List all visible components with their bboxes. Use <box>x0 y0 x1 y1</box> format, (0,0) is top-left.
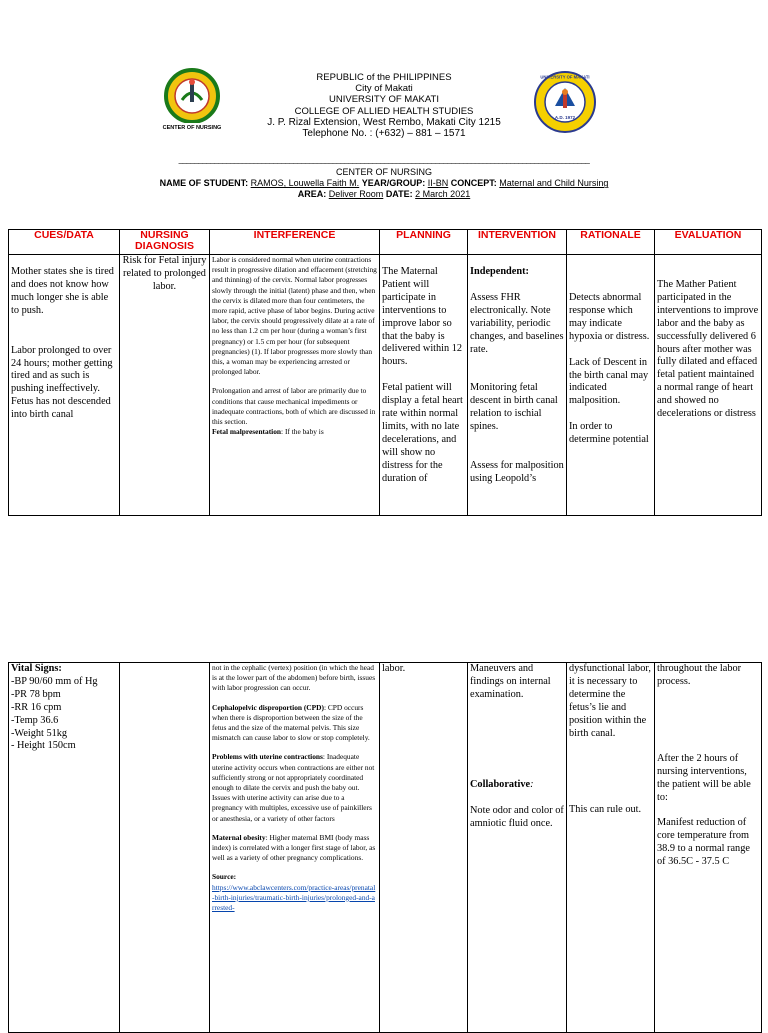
year-label: YEAR/GROUP: <box>361 178 426 189</box>
planning-text: The Maternal Patient will participate in interventions to improve labor so that the baby is delivered within 12 hours. <box>382 266 463 368</box>
cue-text: Labor prolonged to over 24 hours; mother getting tired and as such is pushing ineffectively. Fetus has not descended into birth canal <box>11 344 113 421</box>
col-interference: INTERFERENCE <box>210 230 380 255</box>
rationale-text: dysfunctional labor, it is necessary to determine the fetus’s lie and position within the birth canal. <box>569 663 651 739</box>
header-line-3: UNIVERSITY OF MAKATI <box>329 94 439 106</box>
interference-cell <box>210 663 380 1033</box>
header-line-6: Telephone No. : (+632) – 881 – 1571 <box>302 128 466 140</box>
planning-cell <box>380 663 468 1033</box>
vital-bp: -BP 90/60 mm of Hg <box>11 675 98 687</box>
interference-tail: : If the baby is <box>281 427 324 437</box>
cue-text: Mother states she is tired and does not know how much longer she is able to push. <box>11 266 114 316</box>
diagnosis-cell <box>120 255 210 516</box>
evaluation-text: After the 2 hours of nursing interventions, the patient will be able to: <box>657 752 751 803</box>
cpd-title: Cephalopelvic disproportion (CPD) <box>212 702 324 712</box>
uterine-paragraph <box>212 752 377 823</box>
collaborative-label: Collaborative <box>470 778 531 790</box>
independent-label: Independent: <box>470 266 529 277</box>
logo-left-text: CENTER OF NURSING <box>162 125 222 131</box>
student-label: NAME OF STUDENT: <box>159 178 249 189</box>
planning-cell <box>380 255 468 516</box>
rationale-text: This can rule out. <box>569 804 642 816</box>
uterine-title: Problems with uterine contractions <box>212 752 323 762</box>
header-line-5: J. P. Rizal Extension, West Rembo, Makati City 1215 <box>267 116 501 128</box>
evaluation-text: Manifest reduction of core temperature from 38.9 to a normal range of 36.5C - 37.5 C <box>657 817 750 868</box>
cpd-text: : CPD occurs when there is disproportion between the size of the fetus and the size of the maternal pelvis. This size mismatch can cause labor to slow or stop completely. <box>212 702 370 743</box>
cues-cell <box>9 255 120 516</box>
header-line-4: COLLEGE OF ALLIED HEALTH STUDIES <box>294 105 474 117</box>
interference-paragraph <box>212 386 377 437</box>
col-cues: CUES/DATA <box>9 230 120 255</box>
rationale-text: Lack of Descent in the birth canal may indicated malposition. <box>569 356 649 407</box>
evaluation-text: The Mather Patient participated in the interventions to improve labor and the baby as successfully delivered 6 hours after mother was fully dilated and effaced fetal patient maintained a normal range of heart and showed no decelerations or distress <box>657 279 759 420</box>
source-link[interactable]: https://www.abclawcenters.com/practice-areas/prenatal-birth-injuries/traumatic-birth-injuries/prolonged-and-arrested- <box>212 882 376 913</box>
vital-rr: -RR 16 cpm <box>11 701 62 713</box>
vitals-cell <box>9 663 120 1033</box>
col-rationale: RATIONALE <box>567 230 655 255</box>
header-line-2: City of Makati <box>355 83 413 95</box>
concept-value: Maternal and Child Nursing <box>499 178 609 189</box>
intervention-cell <box>468 255 567 516</box>
interference-text: not in the cephalic (vertex) position (in which the head is at the lower part of the abdomen) before birth, issues with labor progression can occur. <box>212 663 376 693</box>
intervention-text: Assess for malposition using Leopold’s <box>470 460 564 484</box>
source-label: Source: <box>212 872 237 882</box>
logo-right-text: UNIVERSITY OF MAKATI <box>540 74 590 80</box>
interference-bold: Fetal malpresentation <box>212 427 282 437</box>
nursing-care-plan-table-page2 <box>8 662 762 1033</box>
evaluation-text: throughout the labor process. <box>657 663 742 687</box>
source-paragraph <box>212 872 377 913</box>
area-label: AREA: <box>297 189 327 200</box>
vital-height: - Height 150cm <box>11 740 76 752</box>
institution-header <box>0 72 768 139</box>
vital-temp: -Temp 36.6 <box>11 714 59 726</box>
area-date-line <box>0 189 768 200</box>
date-label: DATE: <box>385 189 413 200</box>
logo-right-year: A.D. 1972 <box>554 115 576 120</box>
evaluation-cell <box>655 663 762 1033</box>
intervention-text: Maneuvers and findings on internal examination. <box>470 663 551 700</box>
planning-text: labor. <box>382 663 406 674</box>
rationale-text: Detects abnormal response which may indicate hypoxia or distress. <box>569 292 650 342</box>
uterine-text: : Inadequate uterine activity occurs when contractions are either not sufficiently strong or not appropriately coordinated enough to dilate the cervix and push the baby out. Issues with uterine activity can arise due to a pregnancy with multiples, excessive use of painkillers or anesthesia, or a variety of other factors <box>212 752 375 823</box>
rationale-text: In order to determine potential <box>569 421 649 446</box>
vitals-heading <box>11 663 117 676</box>
student-info-line <box>0 178 768 189</box>
year-value: II-BN <box>427 178 449 189</box>
table-header-row <box>9 230 762 255</box>
interference-cell <box>210 255 380 516</box>
obesity-title: Maternal obesity <box>212 832 266 842</box>
vitals-label: Vital Signs: <box>11 663 62 674</box>
evaluation-cell <box>655 255 762 516</box>
intervention-cell <box>468 663 567 1033</box>
col-intervention: INTERVENTION <box>468 230 567 255</box>
intervention-text: Monitoring fetal descent in birth canal relation to ischial spines. <box>470 382 558 433</box>
diagnosis-text: Risk for Fetal injury related to prolonged labor. <box>122 255 207 292</box>
collaborative-heading: Collaborative: <box>470 778 534 790</box>
vital-pr: -PR 78 bpm <box>11 688 61 700</box>
rationale-cell <box>567 663 655 1033</box>
student-info-header <box>0 157 768 201</box>
interference-text: Prolongation and arrest of labor are primarily due to conditions that cause mechanical impediments or inadequate contractions, both of which are discussed in this section. <box>212 386 376 427</box>
independent-heading <box>470 266 564 279</box>
planning-text: Fetal patient will display a fetal heart rate within normal limits, with no late decelerations, and will show no distress for the duration of <box>382 382 463 484</box>
vital-weight: -Weight 51kg <box>11 727 68 739</box>
cpd-paragraph <box>212 703 377 744</box>
col-planning: PLANNING <box>380 230 468 255</box>
student-value: RAMOS, Louwella Faith M. <box>250 178 360 189</box>
interference-paragraph: Labor is considered normal when uterine contractions result in progressive dilation and effacement (stretching and thinning) of the cervix. Normal labor progresses slowly through the initial (latent) phase and then, when the cervix is dilated more than four centimeters, the more rapid, active phase of labor begins. During active labor, the cervix should progressively dilate at a rate of no less than 1.2 cm per hour (during a woman’s first pregnancy) or 1.5 cm per hour (for subsequent pregnancies) (1). If labor progresses more slowly than this, a woman may be experiencing arrested or prolonged labor. <box>212 255 377 377</box>
area-value: Deliver Room <box>328 189 384 200</box>
col-diagnosis: NURSING DIAGNOSIS <box>120 230 210 255</box>
center-of-nursing-title: CENTER OF NURSING <box>335 167 432 177</box>
header-line-1: REPUBLIC of the PHILIPPINES <box>316 72 452 83</box>
intervention-text: Assess FHR electronically. Note variability, periodic changes, and baselines rate. <box>470 291 564 355</box>
col-evaluation: EVALUATION <box>655 230 762 255</box>
table-row <box>9 255 762 516</box>
rationale-cell <box>567 255 655 516</box>
obesity-paragraph <box>212 833 377 864</box>
obesity-text: : Higher maternal BMI (body mass index) is correlated with a longer first stage of labor, as well as a variety of other pregnancy complications. <box>212 832 376 863</box>
date-value: 2 March 2021 <box>415 189 471 200</box>
table-row <box>9 663 762 1033</box>
separator-line: ________________________________________________________________________________________________________ <box>178 155 590 164</box>
collaborative-text: Note odor and color of amniotic fluid once. <box>470 804 564 829</box>
nursing-care-plan-table-page1 <box>8 229 762 516</box>
diagnosis-cell <box>120 663 210 1033</box>
concept-label: CONCEPT: <box>450 178 497 189</box>
